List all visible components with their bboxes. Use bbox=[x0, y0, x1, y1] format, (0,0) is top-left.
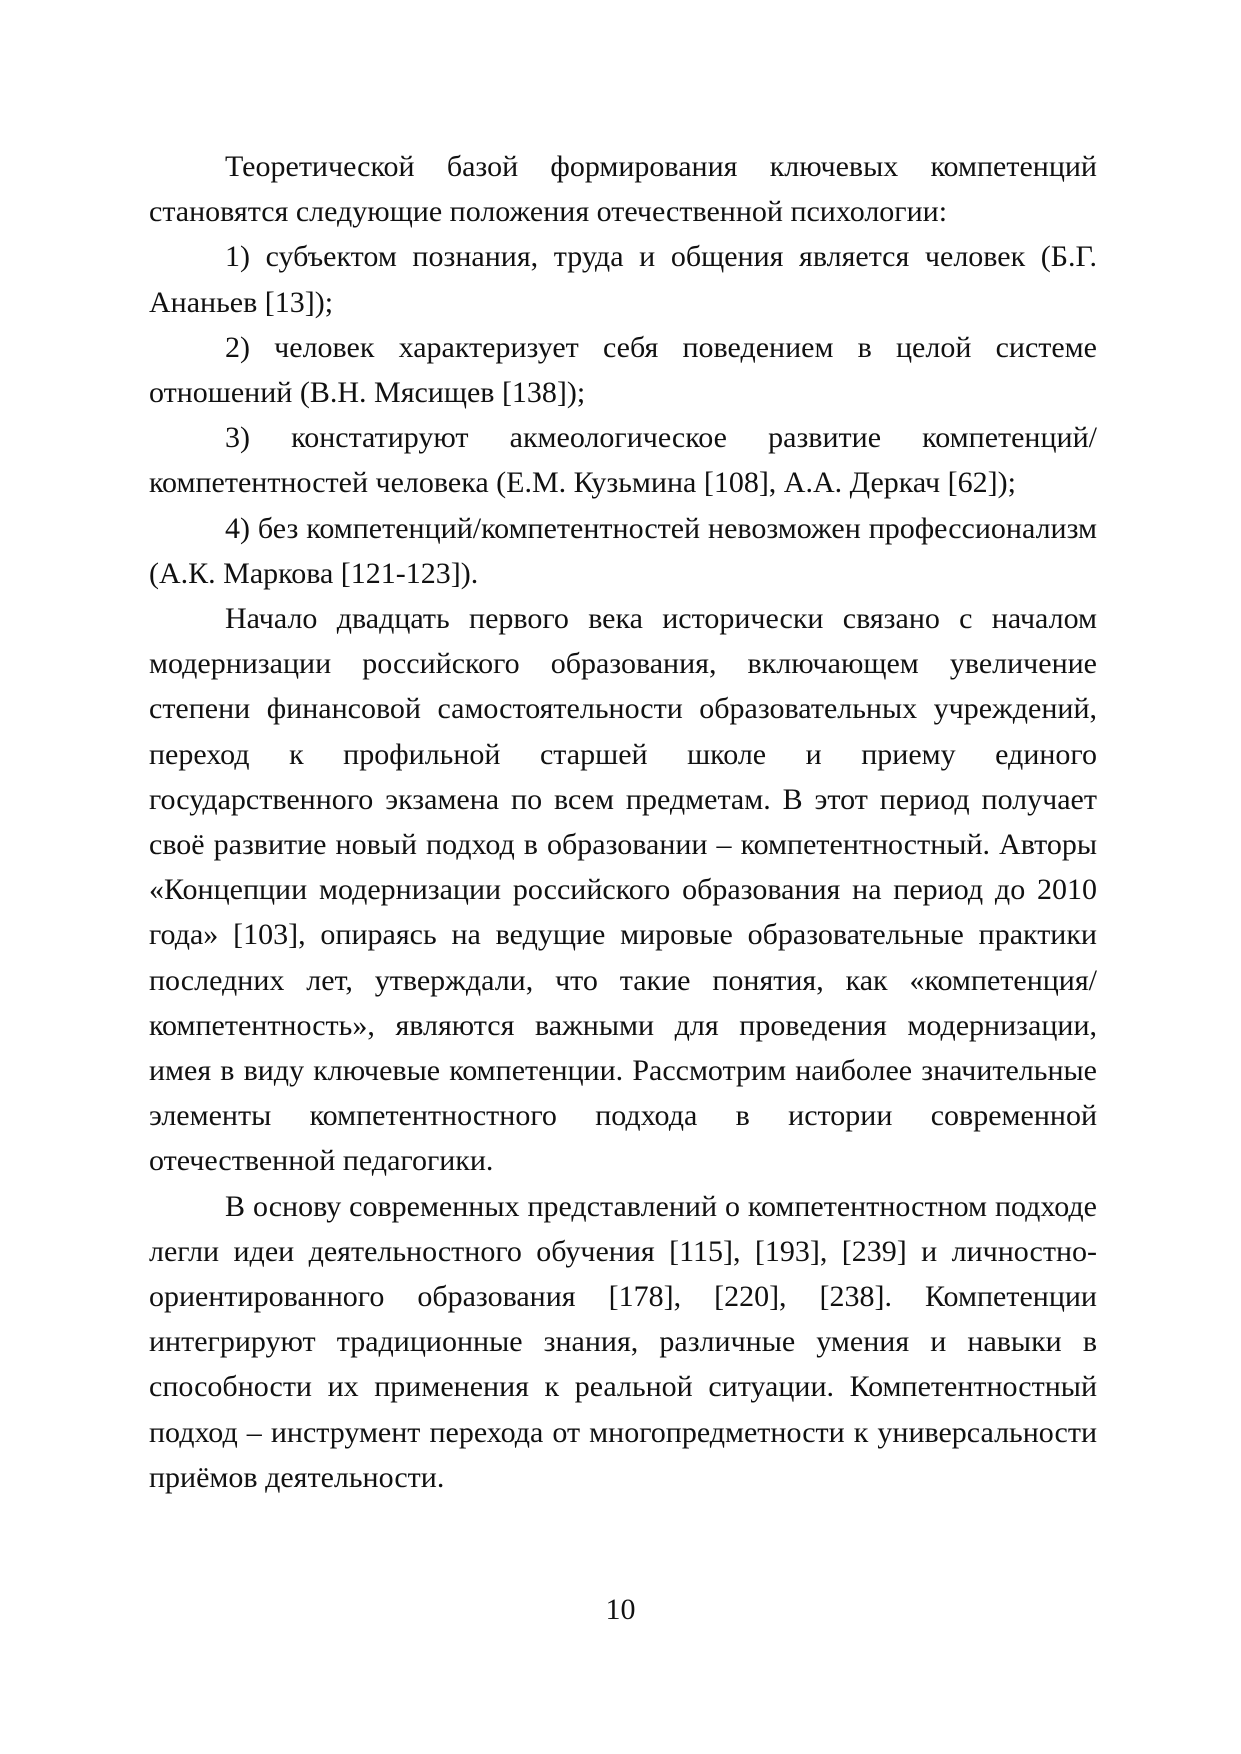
list-item-2: 2) человек характеризует себя поведением в целой системе отношений (В.Н. Мясищев [138]); bbox=[149, 330, 1097, 410]
body-text bbox=[149, 144, 1097, 1500]
paragraph-intro: Теоретической базой формирования ключевых компетенций становятся следующие положения отечественной психологии: bbox=[149, 150, 1097, 229]
list-item-4: 4) без компетенций/компетентностей невозможен профессионализм (А.К. Маркова [121-123]). bbox=[149, 511, 1097, 590]
paragraph-modernization: Начало двадцать первого века исторически связано с началом модернизации российского образования, включающем увеличение степени финансовой самостоятельности образовательных учреждений, переход к профильной старшей школе и приему единого государственного экзамена по всем предметам. В этот период получает своё развитие новый подход в образовании – компетентностный. Авторы «Концепции модернизации российского образования на период до 2010 года» [103], опираясь на ведущие мировые образовательные практики последних лет, утверждали, что такие понятия, как «компетенция/компетентность», являются важными для проведения модернизации, имея в виду ключевые компетенции. Рассмотрим наиболее значительные элементы компетентностного подхода в истории современной отечественной педагогики. bbox=[149, 602, 1097, 1178]
list-item-3: 3) констатируют акмеологическое развитие компетенций/ компетентностей человека (Е.М. Кузьмина [108], А.А. Деркач [62]); bbox=[149, 421, 1097, 500]
list-item-1: 1) субъектом познания, труда и общения является человек (Б.Г. Ананьев [13]); bbox=[149, 240, 1097, 319]
page-number: 10 bbox=[605, 1593, 636, 1626]
paragraph-competence-approach: В основу современных представлений о компетентностном подходе легли идеи деятельностного обучения [115], [193], [239] и личностно-ориентированного образования [178], [220], [238]. Компетенции интегрируют традиционные знания, различные умения и навыки в способности их применения к реальной ситуации. Компетентностный подход – инструмент перехода от многопредметности к универсальности приёмов деятельности. bbox=[149, 1189, 1097, 1494]
